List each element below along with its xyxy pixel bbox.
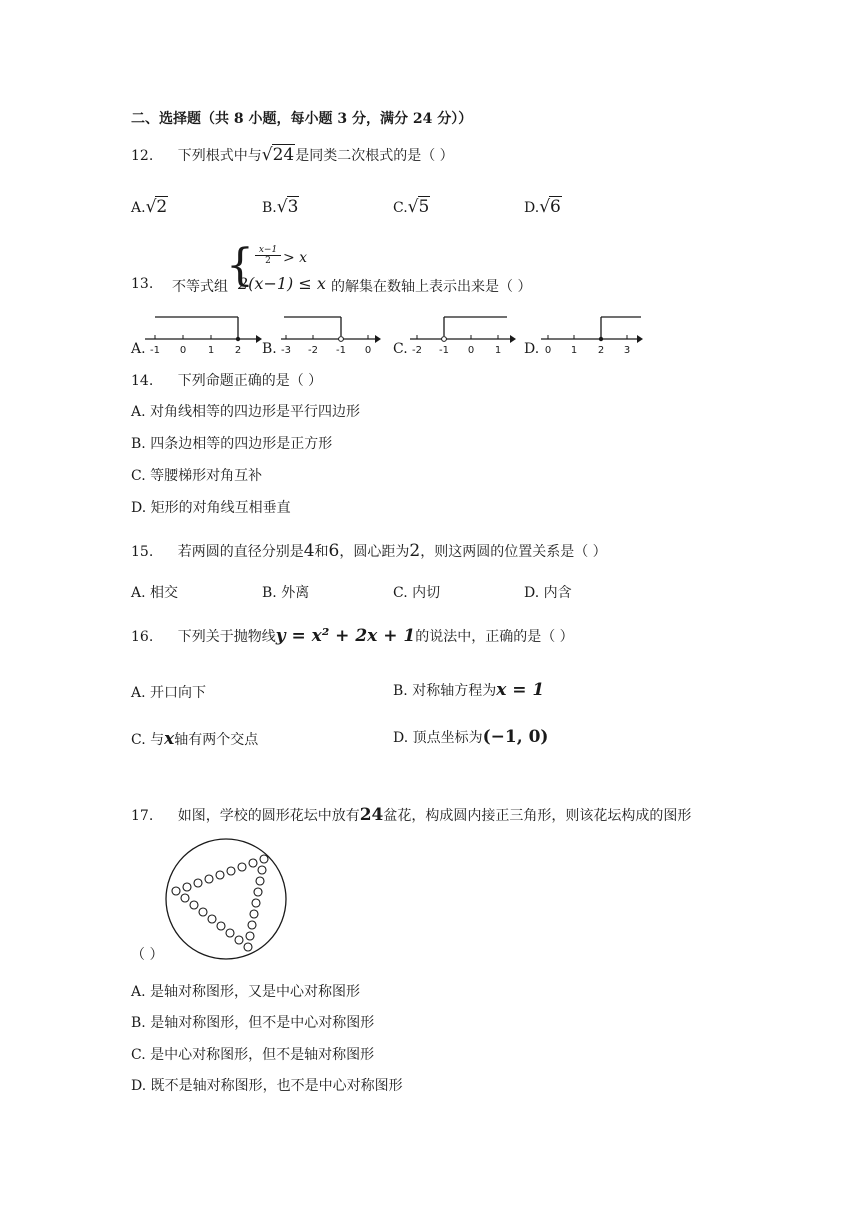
q15-option-b[interactable]: B. 外离 [262,585,310,601]
tick-a-1: 0 [179,345,187,356]
q16-number: 16. [131,629,154,645]
q17-number: 17. [131,808,154,824]
tick-a-3: 2 [234,345,242,356]
q16-d-math: (−1, 0) [482,727,549,747]
number-line-a[interactable] [145,317,262,356]
q12-sqrt: √24 [261,145,295,165]
flower-pot [258,866,266,874]
question-14 [131,370,322,390]
flower-pots [172,855,268,951]
tick-c-3: 1 [494,345,502,356]
q12-pre: 下列根式中与 [177,148,262,164]
q16-pre: 下列关于抛物线 [177,629,276,645]
tick-b-0: -3 [281,345,291,356]
tick-c-0: -2 [412,345,422,356]
q12-option-a[interactable]: A.√2 [131,197,168,217]
q12-number: 12. [131,148,154,164]
q15-v3: 2 [409,541,421,561]
flower-pot [226,929,234,937]
q17-option-a[interactable]: A. 是轴对称图形，又是中心对称图形 [131,984,361,1000]
q17-bracket: （ ） [131,947,164,963]
q14-option-b[interactable]: B. 四条边相等的四边形是正方形 [131,436,333,452]
flower-pot [235,936,243,944]
flower-pot [190,901,198,909]
q15-p1: 若两圆的直径分别是 [177,544,304,560]
q16-post: 的说法中，正确的是（ ） [415,629,574,645]
tick-d-2: 2 [597,345,605,356]
flower-pot [216,871,224,879]
q14-option-d[interactable]: D. 矩形的对角线互相垂直 [131,500,291,516]
q13-ineq2: 2(x−1) ≤ x [238,274,326,293]
q15-p2: 和 [314,544,329,560]
q13-number-lines [0,0,865,380]
q16-b-math: x = 1 [496,680,545,700]
tick-c-1: -1 [439,345,449,356]
flower-pot [254,888,262,896]
q17-option-c[interactable]: C. 是中心对称图形，但不是轴对称图形 [131,1047,375,1063]
q12-option-c[interactable]: C.√5 [393,197,430,217]
q13-b-letter[interactable]: B. [262,341,277,357]
tick-a-2: 1 [207,345,215,356]
flower-pot [260,855,268,863]
tick-b-2: -1 [336,345,346,356]
q15-option-a[interactable]: A. 相交 [131,585,179,601]
tick-c-2: 0 [467,345,475,356]
flower-pot [217,922,225,930]
flower-pot [194,879,202,887]
flower-pot [227,867,235,875]
tick-b-3: 0 [364,345,372,356]
q13-brace: { [226,240,254,291]
q16-c-math: x [164,729,175,749]
q12-c-letter: C. [393,200,408,216]
flower-bed-figure [160,835,290,965]
q13-d-letter[interactable]: D. [524,341,540,357]
flower-pot [256,877,264,885]
number-line-c[interactable] [410,317,516,356]
q14-option-c[interactable]: C. 等腰梯形对角互补 [131,468,263,484]
q12-b-letter: B. [262,200,277,216]
question-17 [131,805,691,825]
q17-option-b[interactable]: B. 是轴对称图形，但不是中心对称图形 [131,1015,375,1031]
q14-option-a[interactable]: A. 对角线相等的四边形是平行四边形 [131,404,361,420]
q16-d-text: D. 顶点坐标为 [393,730,483,746]
question-16 [131,626,574,646]
q12-post: 是同类二次根式的是（ ） [295,148,454,164]
flower-pot [252,899,260,907]
flower-pot [205,875,213,883]
question-15 [131,541,607,561]
q13-frac-num: x−1 [255,245,281,256]
tick-b-1: -2 [308,345,318,356]
q13-post: 的解集在数轴上表示出来是（ ） [331,279,532,295]
q15-option-c[interactable]: C. 内切 [393,585,441,601]
flower-pot [248,921,256,929]
q16-b-text: B. 对称轴方程为 [393,683,497,699]
q12-b-radicand: 3 [287,197,299,217]
q16-c-pre: C. 与 [131,732,165,748]
q12-option-b[interactable]: B.√3 [262,197,299,217]
flower-pot [249,859,257,867]
flower-pot [183,883,191,891]
q16-option-d[interactable] [393,727,548,747]
flower-pot [244,943,252,951]
tick-d-3: 3 [623,345,631,356]
q17-v: 24 [359,805,384,825]
q12-a-letter: A. [131,200,146,216]
flower-pot [238,863,246,871]
q15-p3: ，圆心距为 [339,544,410,560]
number-line-b[interactable] [281,317,381,356]
q15-v2: 6 [328,541,340,561]
flower-pot [172,887,180,895]
q12-d-radicand: 6 [550,197,561,217]
q15-p4: ，则这两圆的位置关系是（ ） [420,544,607,560]
q12-option-d[interactable]: D.√6 [524,197,561,217]
q14-stem: 下列命题正确的是（ ） [177,373,323,389]
q13-a-letter[interactable]: A. [131,341,146,357]
q15-option-d[interactable]: D. 内含 [524,585,572,601]
q17-option-d[interactable]: D. 既不是轴对称图形，也不是中心对称图形 [131,1078,403,1094]
q16-expr: y = x² + 2x + 1 [275,626,416,646]
flower-pot [250,910,258,918]
q13-number: 13. [131,276,154,292]
q16-option-a[interactable]: A. 开口向下 [131,685,207,701]
q15-number: 15. [131,544,154,560]
q12-c-radicand: 5 [418,197,430,217]
q14-number: 14. [131,373,154,389]
q13-c-letter[interactable]: C. [393,341,408,357]
q17-post: 盆花，构成圆内接正三角形，则该花坛构成的图形 [383,808,692,824]
tick-a-0: -1 [150,345,160,356]
q13-frac-den: 2 [265,256,271,266]
number-line-d[interactable] [541,317,643,356]
tick-d-1: 1 [570,345,578,356]
tick-d-0: 0 [544,345,552,356]
flower-pot [246,932,254,940]
q13-pre: 不等式组 [172,279,228,295]
q15-v1: 4 [303,541,315,561]
q13-ineq1: > x [283,250,308,266]
q12-radicand: 24 [272,145,295,165]
q12-a-radicand: 2 [156,197,168,217]
q16-option-c[interactable] [131,729,258,749]
flower-pot [208,915,216,923]
q16-option-b[interactable] [393,680,544,700]
flower-pot [199,908,207,916]
q16-c-post: 轴有两个交点 [174,732,259,748]
section-title: 二、选择题（共 8 小题，每小题 3 分，满分 24 分）） [131,111,473,127]
flower-pot [181,894,189,902]
q17-pre: 如图，学校的圆形花坛中放有 [177,808,360,824]
q12-d-letter: D. [524,200,540,216]
